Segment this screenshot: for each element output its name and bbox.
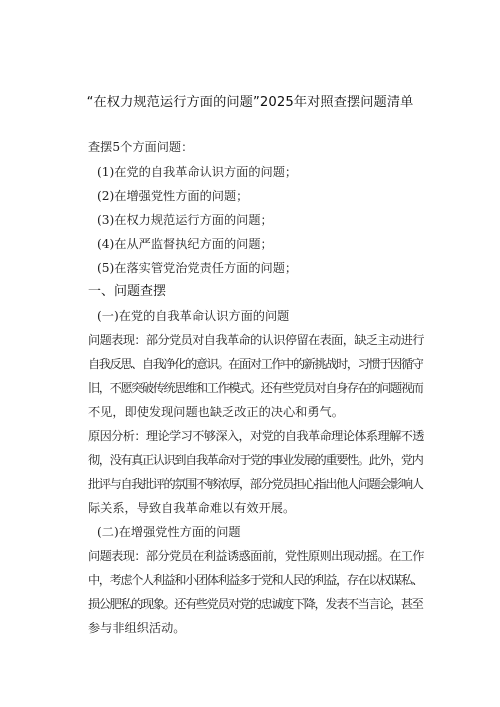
paragraph-line: 损公肥私的现象。还有些党员对党的忠诚度下降，发表不当言论，甚至	[88, 597, 423, 611]
paragraph-line: 际关系，导致自我革命难以有效开展。	[88, 501, 296, 515]
paragraph-line: 中，考虑个人利益和小团体利益多于党和人民的利益，存在以权谋私、	[88, 573, 423, 587]
paragraph-line: 自我反思、自我净化的意识。在面对工作中的新挑战时，习惯于因循守	[88, 357, 423, 371]
paragraph-line: 彻，没有真正认识到自我革命对于党的事业发展的重要性。此外，党内	[88, 453, 423, 467]
paragraph-line: 参与非组织活动。	[88, 621, 186, 635]
intro-text: 查摆5个方面问题：	[88, 140, 194, 154]
document-title: “在权力规范运行方面的问题”2025年对照查摆问题清单	[86, 95, 414, 110]
paragraph-line: 问题表现：部分党员在利益诱惑面前，党性原则出现动摇。在工作	[88, 549, 424, 563]
list-item: (1)在党的自我革命认识方面的问题；	[97, 165, 298, 179]
paragraph-line: 不见，即使发现问题也缺乏改正的决心和勇气。	[88, 405, 344, 419]
paragraph-line: 旧，不愿突破传统思维和工作模式。还有些党员对自身存在的问题视而	[88, 381, 423, 395]
list-item: (4)在从严监督执纪方面的问题；	[97, 237, 273, 251]
list-item: (5)在落实管党治党责任方面的问题；	[97, 261, 298, 275]
subsection-heading: (一)在党的自我革命认识方面的问题	[97, 309, 290, 323]
paragraph-line: 问题表现：部分党员对自我革命的认识停留在表面，缺乏主动进行	[88, 333, 424, 347]
list-item: (3)在权力规范运行方面的问题；	[97, 213, 273, 227]
list-item: (2)在增强党性方面的问题；	[97, 189, 249, 203]
section-heading: 一、问题查摆	[88, 284, 167, 299]
subsection-heading: (二)在增强党性方面的问题	[97, 525, 241, 539]
paragraph-line: 批评与自我批评的氛围不够浓厚，部分党员担心指出他人问题会影响人	[88, 477, 423, 491]
paragraph-line: 原因分析：理论学习不够深入，对党的自我革命理论体系理解不透	[88, 429, 424, 443]
